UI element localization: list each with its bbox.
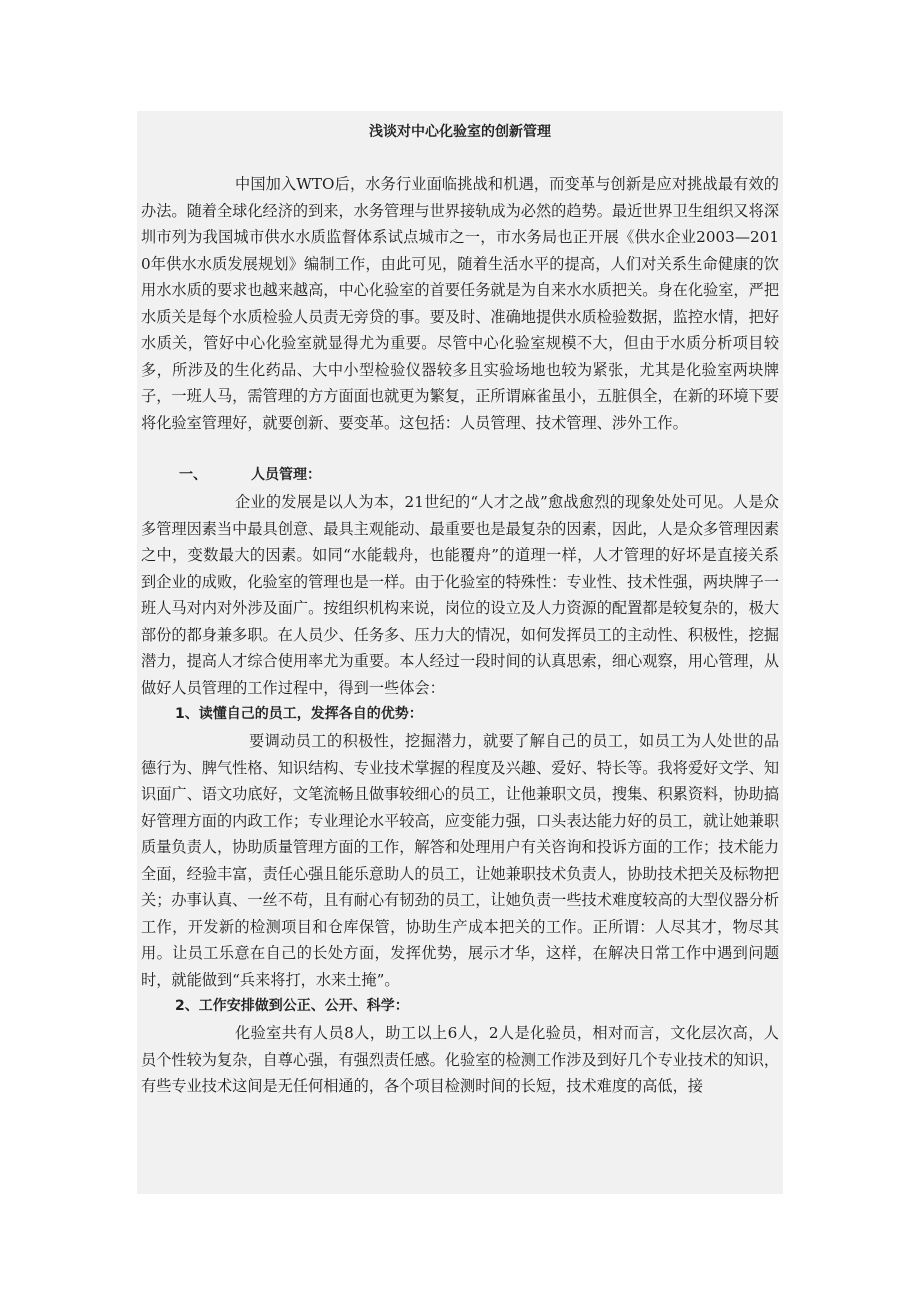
point-2-heading: 2、工作安排做到公正、公开、科学： <box>175 998 409 1014</box>
intro-paragraph: 中国加入WTO后，水务行业面临挑战和机遇，而变革与创新是应对挑战最有效的办法。随着全球化经济的到来，水务管理与世界接轨成为必然的趋势。最近世界卫生组织又将深圳市列为我国城市供水水质监督体系试点城市之一，市水务局也正开展《供水企业2003—2010年供水水质发展规划》编制工作，由此可见，随着生活水平的提高，人们对关系生命健康的饮用水水质的要求也越来越高，中心化验室的首要任务就是为自来水水质把关。身在化验室，严把水质关是每个水质检验人员责无旁贷的事。要及时、准确地提供水质检验数据，监控水情，把好水质关，管好中心化验室就显得尤为重要。尽管中心化验室规模不大，但由于水质分析项目较多，所涉及的生化药品、大中小型检验仪器较多且实验场地也较为紧张，尤其是化验室两块牌子，一班人马，需管理的方方面面也就更为繁复，正所谓麻雀虽小，五脏俱全，在新的环境下要将化验室管理好，就要创新、要变革。这包括：人员管理、技术管理、涉外工作。 <box>141 175 779 432</box>
document-page <box>137 111 783 1194</box>
section-1-title: 人员管理： <box>251 467 321 483</box>
point-1-heading: 1、读懂自己的员工，发挥各自的优势： <box>175 706 423 722</box>
section-1-paragraph: 企业的发展是以人为本，21世纪的“人才之战”愈战愈烈的现象处处可见。人是众多管理因素当中最具创意、最具主观能动、最重要也是最复杂的因素，因此，人是众多管理因素之中，变数最大的因素。如同“水能载舟，也能覆舟”的道理一样，人才管理的好坏是直接关系到企业的成败，化验室的管理也是一样。由于化验室的特殊性：专业性、技术性强，两块牌子一班人马对内对外涉及面广。按组织机构来说，岗位的设立及人力资源的配置都是较复杂的，极大部份的都身兼多职。在人员少、任务多、压力大的情况，如何发挥员工的主动性、积极性，挖掘潜力，提高人才综合使用率尤为重要。本人经过一段时间的认真思索，细心观察，用心管理，从做好人员管理的工作过程中，得到一些体会： <box>141 493 779 697</box>
point-2-paragraph: 化验室共有人员8人，助工以上6人，2人是化验员，相对而言，文化层次高，人员个性较为复杂，自尊心强，有强烈责任感。化验室的检测工作涉及到好几个专业技术的知识，有些专业技术这间是无任何相通的，各个项目检测时间的长短，技术难度的高低，接 <box>141 1024 779 1095</box>
point-1-paragraph: 要调动员工的积极性，挖掘潜力，就要了解自己的员工，如员工为人处世的品德行为、脾气性格、知识结构、专业技术掌握的程度及兴趣、爱好、特长等。我将爱好文学、知识面广、语文功底好，文笔流畅且做事较细心的员工，让他兼职文员，搜集、积累资料，协助搞好管理方面的内政工作；专业理论水平较高，应变能力强，口头表达能力好的员工，就让她兼职质量负责人，协助质量管理方面的工作，解答和处理用户有关咨询和投诉方面的工作；技术能力全面，经验丰富，责任心强且能乐意助人的员工，让她兼职技术负责人，协助技术把关及标物把关；办事认真、一丝不苟，且有耐心有韧劲的员工，让她负责一些技术难度较高的大型仪器分析工作，开发新的检测项目和仓库保管，协助生产成本把关的工作。正所谓：人尽其才，物尽其用。让员工乐意在自己的长处方面，发挥优势，展示才华，这样，在解决日常工作中遇到问题时，就能做到“兵来将打，水来土掩”。 <box>141 732 779 989</box>
section-1-heading <box>141 462 779 489</box>
document-title: 浅谈对中心化验室的创新管理 <box>369 124 551 140</box>
section-1-number: 一、 <box>179 467 207 483</box>
